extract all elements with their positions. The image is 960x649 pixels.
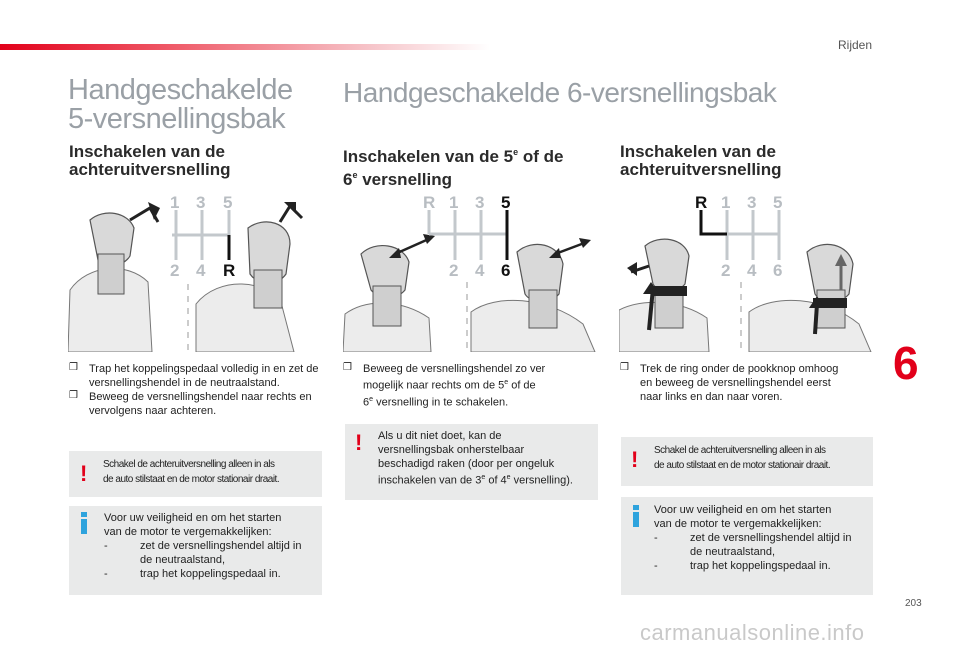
instructions-list [69, 362, 327, 418]
warning-line: Als u dit niet doet, kan de [378, 430, 502, 442]
bullet-text: Beweeg de versnellingshendel zo ver [363, 363, 546, 375]
warning-line: versnellingsbak onherstelbaar [378, 444, 525, 456]
checkbox-bullet-icon: ❒ [620, 362, 629, 373]
dash-bullet: - [654, 532, 658, 544]
gear-digit-top: 5 [501, 194, 511, 212]
gear-digit-bottom: 4 [196, 261, 206, 280]
gear-digit-bottom: 2 [449, 261, 459, 280]
gear-gate-diagram [429, 210, 507, 260]
gear-digit-top: 3 [196, 194, 206, 212]
subtitle-line [343, 143, 563, 166]
gear-digit-bottom: 4 [747, 261, 757, 280]
gear-digit-top: 3 [747, 194, 757, 212]
warning-text-part: versnelling). [510, 474, 573, 487]
bullet-text-part: 6 [363, 396, 370, 409]
info-line: zet de versnellingshendel altijd in [140, 540, 302, 552]
list-item [104, 567, 319, 581]
info-line: de neutraalstand, [140, 554, 226, 566]
subtitle-line: achteruitversnelling [620, 160, 782, 179]
title-line: Handgeschakelde [68, 74, 293, 106]
subtitle-text: Inschakelen van de 5 [343, 147, 514, 166]
gear-digit-bottom: 4 [475, 261, 485, 280]
gear-digit-top: 1 [721, 194, 731, 212]
watermark: carmanualsonline.info [640, 620, 865, 645]
gear-digit-bottom: 6 [501, 261, 511, 280]
gear-digit-top: R [423, 194, 436, 212]
subtitle-text: of de [518, 147, 564, 166]
page-number: 203 [905, 598, 922, 609]
gear-lever-illustration-5-speed [68, 194, 304, 352]
info-box [69, 506, 322, 595]
gear-lever-illustration-6-speed-5-6 [343, 194, 597, 352]
bullet-text-part: mogelijk naar rechts om de 5 [363, 379, 505, 392]
warning-exclamation-icon: ! [80, 461, 88, 486]
info-line: trap het koppelingspedaal in. [140, 568, 281, 580]
checkbox-bullet-icon: ❒ [69, 390, 78, 401]
warning-text [378, 429, 596, 488]
info-line: de neutraalstand, [690, 546, 776, 558]
warning-line [378, 471, 596, 488]
gear-digit-top: 5 [223, 194, 233, 212]
warning-box [69, 451, 322, 497]
subtitle-reverse-6 [620, 143, 782, 179]
gear-digit-top: 1 [170, 194, 180, 212]
subtitle-reverse-5 [69, 143, 231, 179]
subtitle-line [343, 166, 563, 189]
info-line: trap het koppelingspedaal in. [690, 560, 831, 572]
gear-lever-illustration-6-speed-reverse [619, 194, 873, 352]
warning-line: Schakel de achteruitversnelling alleen in als [103, 459, 275, 470]
warning-text-part: of 4 [485, 474, 507, 487]
warning-line: Schakel de achteruitversnelling alleen in als [654, 445, 826, 456]
title-line: 5-versnellingsbak [68, 103, 286, 135]
instructions-list [620, 362, 875, 404]
gear-digit-top: 1 [449, 194, 459, 212]
list-item [69, 390, 327, 418]
gear-digit-bottom: 6 [773, 261, 783, 280]
info-icon [80, 512, 88, 534]
bullet-text-part: of de [508, 379, 536, 392]
superscript: e [506, 474, 511, 481]
warning-text [654, 443, 872, 473]
warning-exclamation-icon: ! [355, 430, 363, 455]
info-line: Voor uw veiligheid en om het starten [104, 512, 282, 524]
warning-box [621, 437, 873, 486]
list-item [654, 559, 869, 573]
info-text [104, 511, 319, 581]
dash-bullet: - [104, 568, 108, 580]
warning-text [103, 457, 321, 487]
list-item [620, 362, 875, 404]
warning-box [345, 424, 598, 500]
info-line: zet de versnellingshendel altijd in [690, 532, 852, 544]
warning-line: de auto stilstaat en de motor stationair draait. [654, 460, 831, 471]
bullet-text: Trek de ring onder de pookknop omhoog [640, 363, 839, 375]
superscript: e [352, 170, 358, 180]
warning-text-part: inschakelen van de 3 [378, 474, 482, 487]
superscript: e [513, 147, 519, 157]
list-item [69, 362, 327, 390]
list-item [343, 362, 598, 409]
list-item [104, 539, 319, 567]
checkbox-bullet-icon: ❒ [343, 362, 352, 373]
info-line: van de motor te vergemakkelijken: [104, 526, 272, 538]
gear-digit-bottom: 2 [170, 261, 180, 280]
chapter-number: 6 [893, 337, 919, 389]
info-box [621, 497, 873, 595]
bullet-text [363, 393, 598, 410]
subtitle-line: Inschakelen van de [69, 142, 225, 161]
info-text [654, 503, 869, 573]
superscript: e [481, 474, 486, 481]
info-icon [632, 505, 640, 527]
superscript: e [369, 395, 374, 403]
info-line: van de motor te vergemakkelijken: [654, 518, 822, 530]
subtitle-gear-5-6 [343, 143, 563, 189]
gear-digit-bottom: 2 [721, 261, 731, 280]
superscript: e [504, 379, 509, 386]
page-title-5-speed [68, 76, 293, 134]
warning-line: beschadigd raken (door per ongeluk [378, 458, 555, 470]
bullet-text [363, 376, 598, 393]
warning-line: de auto stilstaat en de motor stationair draait. [103, 474, 280, 485]
bullet-text: naar links en dan naar voren. [640, 391, 783, 403]
checkbox-bullet-icon: ❒ [69, 362, 78, 373]
bullet-text: Beweeg de versnellingshendel naar rechts en vervolgens naar achteren. [89, 391, 312, 417]
section-label: Rijden [838, 38, 873, 52]
bullet-text-part: versnelling in te schakelen. [373, 396, 509, 409]
subtitle-text: versnelling [357, 170, 452, 189]
bullet-text: Trap het koppelingspedaal volledig in en zet de versnellingshendel in de neutraalstand. [89, 363, 319, 389]
header-accent-bar [0, 44, 490, 50]
gear-gate-diagram [727, 210, 779, 260]
gear-digit-top: 5 [773, 194, 783, 212]
info-line: Voor uw veiligheid en om het starten [654, 504, 832, 516]
gear-digit-top: 3 [475, 194, 485, 212]
warning-exclamation-icon: ! [631, 447, 639, 472]
page-title-6-speed: Handgeschakelde 6-versnellingsbak [343, 77, 777, 108]
dash-bullet: - [654, 560, 658, 572]
gear-digit-top: R [695, 194, 708, 212]
subtitle-line: Inschakelen van de [620, 142, 776, 161]
subtitle-line: achteruitversnelling [69, 160, 231, 179]
bullet-text: en beweeg de versnellingshendel eerst [640, 377, 831, 389]
list-item [654, 531, 869, 559]
instructions-list [343, 362, 598, 409]
dash-bullet: - [104, 540, 108, 552]
gear-digit-bottom: R [223, 261, 236, 280]
subtitle-text: 6 [343, 170, 353, 189]
